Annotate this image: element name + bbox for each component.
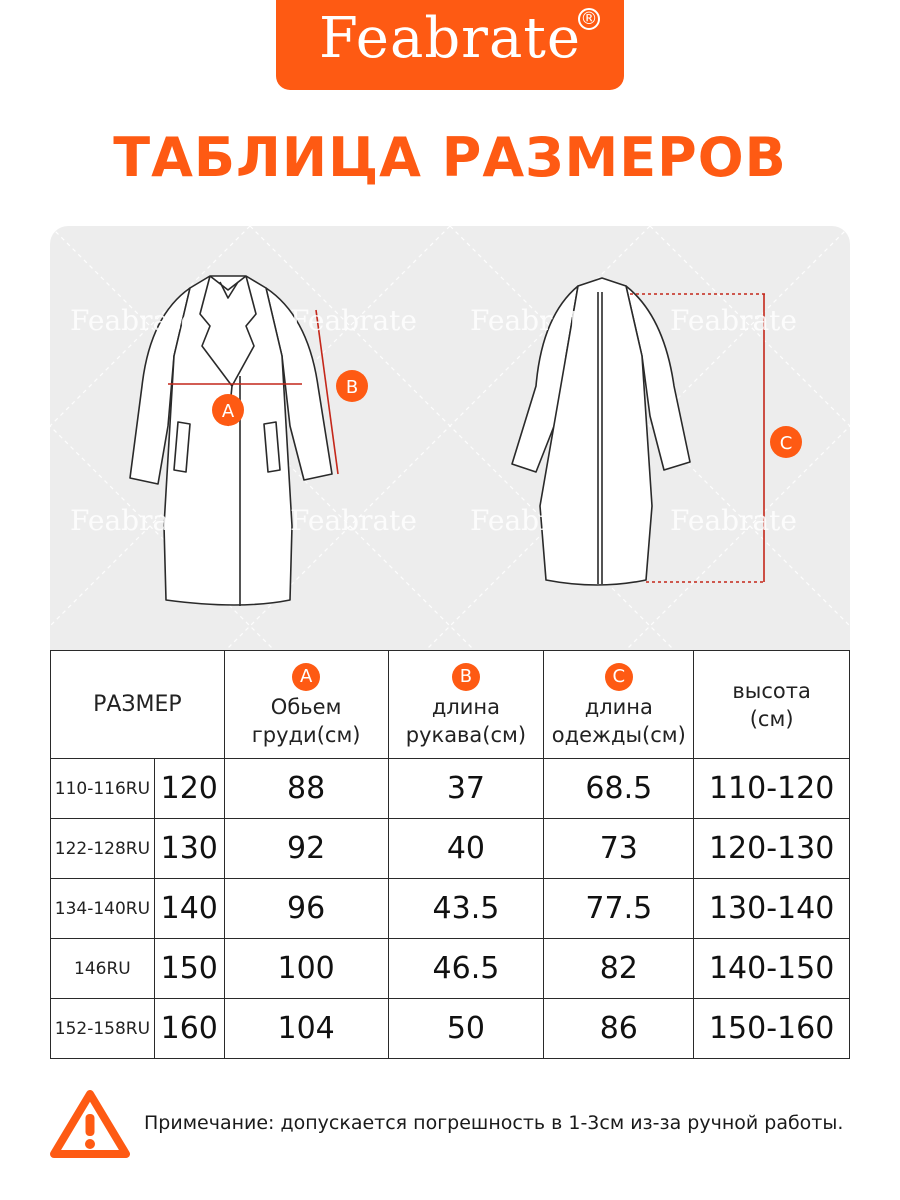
ru-size-cell: 152-158RU [51, 999, 155, 1059]
watermark: Feabrate [470, 504, 597, 537]
size-cell: 150 [154, 939, 224, 999]
brand-name: Feabrate [319, 6, 581, 71]
sleeve-cell: 37 [388, 759, 544, 819]
registered-mark: ® [578, 8, 600, 30]
length-cell: 68.5 [544, 759, 694, 819]
ru-size-cell: 122-128RU [51, 819, 155, 879]
watermark: Feabrate [290, 504, 417, 537]
length-cell: 77.5 [544, 879, 694, 939]
ru-size-cell: 146RU [51, 939, 155, 999]
sleeve-cell: 43.5 [388, 879, 544, 939]
coat-illustration-panel [50, 226, 850, 666]
size-table [50, 650, 850, 1059]
svg-text:A: A [221, 401, 235, 422]
coat-drawings [50, 226, 850, 666]
length-cell: 86 [544, 999, 694, 1059]
marker-b-badge: B [452, 663, 480, 691]
chest-cell: 96 [224, 879, 388, 939]
marker-c-badge: C [605, 663, 633, 691]
warning-icon [50, 1088, 130, 1160]
size-cell: 140 [154, 879, 224, 939]
page-title: ТАБЛИЦА РАЗМЕРОВ [113, 126, 787, 189]
length-cell: 73 [544, 819, 694, 879]
height-cell: 140-150 [694, 939, 850, 999]
height-cell: 150-160 [694, 999, 850, 1059]
svg-text:B: B [345, 377, 359, 398]
size-cell: 120 [154, 759, 224, 819]
watermark: Feabrate [470, 304, 597, 337]
sleeve-cell: 50 [388, 999, 544, 1059]
ru-size-cell: 134-140RU [51, 879, 155, 939]
size-header: РАЗМЕР [51, 651, 225, 759]
table-row [51, 999, 850, 1059]
size-cell: 160 [154, 999, 224, 1059]
table-row [51, 879, 850, 939]
ru-size-cell: 110-116RU [51, 759, 155, 819]
chest-header: A Обьем груди(см) [224, 651, 388, 759]
marker-a-badge: A [292, 663, 320, 691]
table-header-row [51, 651, 850, 759]
watermark: Feabrate [290, 304, 417, 337]
measurement-note: Примечание: допускается погрешность в 1-3см из-за ручной работы. [144, 1112, 844, 1134]
size-cell: 130 [154, 819, 224, 879]
marker-b [336, 370, 368, 402]
marker-a [212, 394, 244, 426]
chest-cell: 104 [224, 999, 388, 1059]
watermark: Feabrate [670, 504, 797, 537]
marker-c [770, 426, 802, 458]
watermark: Feabrate [70, 504, 197, 537]
length-header: C длина одежды(см) [544, 651, 694, 759]
brand-logo [276, 0, 624, 90]
table-row [51, 819, 850, 879]
watermark: Feabrate [670, 304, 797, 337]
sleeve-header: B длина рукава(см) [388, 651, 544, 759]
table-row [51, 939, 850, 999]
length-cell: 82 [544, 939, 694, 999]
watermark: Feabrate [70, 304, 197, 337]
chest-cell: 100 [224, 939, 388, 999]
chest-cell: 88 [224, 759, 388, 819]
sleeve-cell: 46.5 [388, 939, 544, 999]
height-header: высота (см) [694, 651, 850, 759]
chest-cell: 92 [224, 819, 388, 879]
height-cell: 120-130 [694, 819, 850, 879]
table-row [51, 759, 850, 819]
height-cell: 110-120 [694, 759, 850, 819]
sleeve-cell: 40 [388, 819, 544, 879]
height-cell: 130-140 [694, 879, 850, 939]
svg-text:C: C [779, 433, 793, 454]
